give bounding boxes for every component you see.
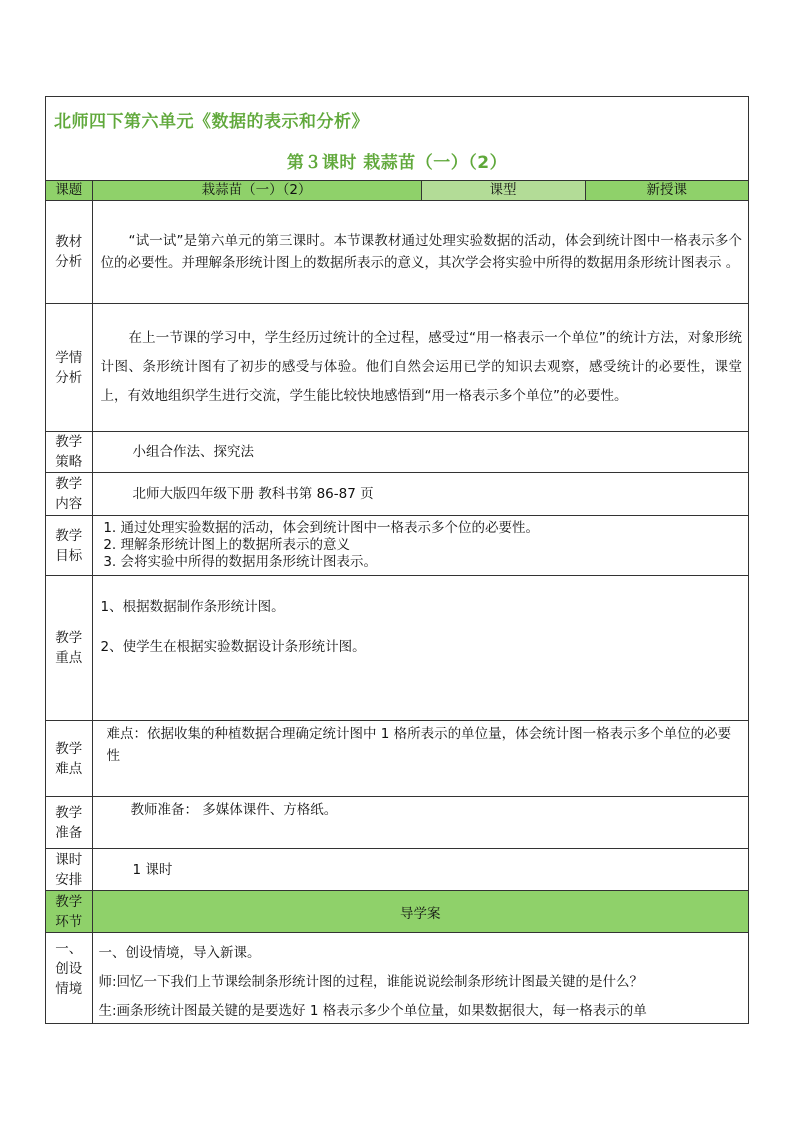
material-analysis-text: “试一试”是第六单元的第三课时。本节课教材通过处理实验数据的活动，体会到统计图中一格表示多个位的必要性。并理解条形统计图上的数据所表示的意义，其次学会将实验中所得的数据用条形统计图表示 。 — [92, 201, 748, 304]
key-points-label: 教学 重点 — [46, 576, 92, 721]
section-one-line: 一、创设情境，导入新课。 — [98, 945, 261, 961]
topic-value: 栽蒜苗（一）（2） — [92, 181, 421, 201]
strategy-label: 教学 策略 — [46, 432, 92, 473]
difficulty-text: 难点：依据收集的种植数据合理确定统计图中 1 格所表示的单位量，体会统计图一格表示多个单位的必要性 — [92, 721, 748, 797]
student-analysis-text: 在上一节课的学习中，学生经历过统计的全过程，感受过“用一格表示一个单位”的统计方法，对象形统计图、条形统计图有了初步的感受与体验。他们自然会运用已学的知识去观察，感受统计的必要性，课堂上，有效地组织学生进行交流，学生能比较快地感悟到“用一格表示多个单位”的必要性。 — [92, 304, 748, 432]
section-one-line: 生:画条形统计图最关键的是要选好 1 格表示多少个单位量，如果数据很大，每一格表示的单 — [98, 1003, 647, 1019]
goals-row — [46, 516, 748, 576]
stage-title: 导学案 — [92, 891, 748, 933]
document-header — [46, 97, 748, 181]
goals-list-cell — [92, 516, 748, 576]
preparation-label: 教学 准备 — [46, 797, 92, 849]
goals-label: 教学 目标 — [46, 516, 92, 576]
preparation-row — [46, 797, 748, 849]
lesson-type-value: 新授课 — [585, 181, 748, 201]
stage-row — [46, 891, 748, 933]
topic-row — [46, 181, 748, 201]
material-analysis-row — [46, 201, 748, 304]
schedule-text: 1 课时 — [92, 849, 748, 891]
lesson-title: 第３课时 栽蒜苗（一）（2） — [286, 153, 508, 173]
key-points-row — [46, 576, 748, 721]
goal-item: 1. 通过处理实验数据的活动，体会到统计图中一格表示多个位的必要性。 — [121, 520, 743, 537]
stage-label: 教学 环节 — [46, 891, 92, 933]
teaching-content-label: 教学 内容 — [46, 473, 92, 516]
student-analysis-label: 学情 分析 — [46, 304, 92, 432]
goal-item: 2. 理解条形统计图上的数据所表示的意义 — [121, 537, 743, 554]
schedule-label: 课时 安排 — [46, 849, 92, 891]
goals-list — [99, 520, 743, 571]
schedule-row — [46, 849, 748, 891]
section-one-content — [92, 933, 748, 1025]
teaching-content-row — [46, 473, 748, 516]
difficulty-label: 教学 难点 — [46, 721, 92, 797]
difficulty-row — [46, 721, 748, 797]
section-one-row — [46, 933, 748, 1025]
lesson-plan-table — [46, 181, 748, 1024]
material-analysis-label: 教材 分析 — [46, 201, 92, 304]
key-point-item: 1、根据数据制作条形统计图。 — [100, 599, 285, 615]
lesson-type-label: 课型 — [421, 181, 585, 201]
lesson-plan-sheet — [45, 96, 749, 1024]
student-analysis-row — [46, 304, 748, 432]
teaching-content-text: 北师大版四年级下册 教科书第 86-87 页 — [92, 473, 748, 516]
strategy-text: 小组合作法、探究法 — [92, 432, 748, 473]
document-title: 北师四下第六单元《数据的表示和分析》 — [54, 112, 369, 132]
preparation-text: 教师准备： 多媒体课件、方格纸。 — [92, 797, 748, 849]
key-point-item: 2、使学生在根据实验数据设计条形统计图。 — [100, 639, 366, 655]
key-points-text — [92, 576, 748, 721]
strategy-row — [46, 432, 748, 473]
goal-item: 3. 会将实验中所得的数据用条形统计图表示。 — [121, 554, 743, 571]
topic-label: 课题 — [46, 181, 92, 201]
section-one-line: 师:回忆一下我们上节课绘制条形统计图的过程，谁能说说绘制条形统计图最关键的是什么？ — [98, 974, 644, 990]
section-one-label: 一、 创设 情境 — [46, 933, 92, 1025]
